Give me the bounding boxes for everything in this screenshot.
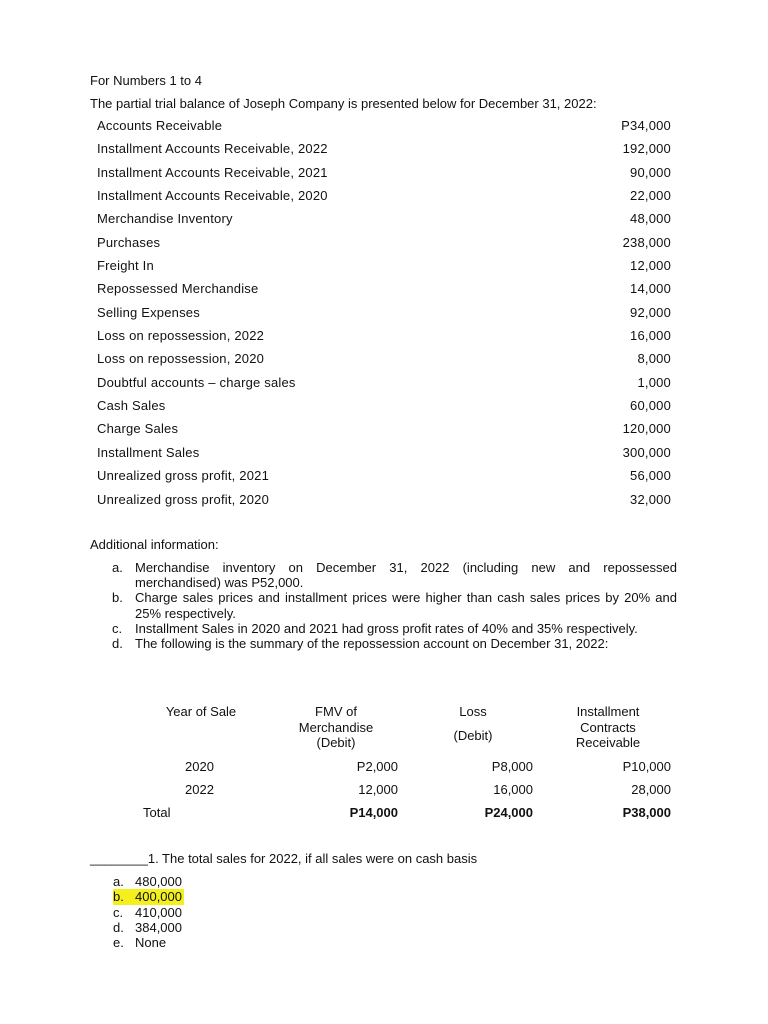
choice-marker: a.	[113, 874, 124, 889]
account-amount: 90,000	[630, 164, 671, 180]
trial-balance-row	[97, 209, 671, 232]
account-name: Merchandise Inventory	[97, 211, 233, 227]
account-name: Accounts Receivable	[97, 118, 223, 133]
choice-text: 400,000	[135, 889, 182, 905]
answer-content	[113, 874, 182, 889]
answer-content	[113, 935, 166, 950]
section-heading: For Numbers 1 to 4	[90, 73, 202, 88]
column-header-installment-contracts	[560, 704, 656, 751]
column-header-fmv	[276, 704, 396, 751]
answer-choice	[113, 935, 184, 950]
choice-text: 384,000	[135, 919, 182, 935]
account-amount: 120,000	[622, 421, 671, 437]
intro-paragraph: The partial trial balance of Joseph Company is presented below for December 31, 2022:	[90, 96, 597, 111]
trial-balance-row	[97, 373, 671, 396]
trial-balance-row	[97, 466, 671, 489]
cell-year: 2020	[185, 759, 214, 774]
trial-balance-row	[97, 419, 671, 442]
cell-loss: 16,000	[493, 782, 533, 797]
choice-text: None	[135, 935, 167, 951]
account-name: Installment Accounts Receivable, 2020	[97, 188, 328, 204]
list-marker: b.	[112, 590, 123, 606]
header-line: Contracts	[580, 719, 636, 735]
additional-info-title: Additional information:	[90, 537, 219, 552]
additional-info-item	[112, 590, 677, 620]
account-amount: 1,000	[637, 374, 671, 390]
trial-balance-row	[97, 233, 671, 256]
cell-installment-contracts: P10,000	[622, 759, 671, 774]
answer-content	[113, 905, 182, 920]
column-header-loss	[440, 704, 506, 743]
trial-balance-row	[97, 349, 671, 372]
account-amount: 238,000	[622, 234, 671, 250]
list-text: Installment Sales in 2020 and 2021 had gross profit rates of 40% and 35% respectively.	[135, 620, 638, 636]
account-name: Selling Expenses	[97, 304, 200, 320]
list-marker: d.	[112, 636, 123, 652]
highlighted-answer	[113, 889, 184, 904]
answer-choice	[113, 920, 184, 935]
account-name: Installment Accounts Receivable, 2021	[97, 164, 328, 180]
total-loss: P24,000	[484, 805, 533, 820]
additional-info-item	[112, 621, 677, 636]
account-name: Charge Sales	[97, 421, 179, 437]
account-amount: 14,000	[630, 281, 671, 297]
choice-marker: c.	[113, 904, 124, 920]
answer-choice	[113, 889, 184, 904]
account-name: Installment Accounts Receivable, 2022	[97, 141, 328, 157]
account-amount: 300,000	[622, 444, 671, 460]
header-line: (Debit)	[316, 735, 356, 750]
account-amount: 60,000	[630, 398, 671, 414]
trial-balance-row	[97, 186, 671, 209]
account-name: Cash Sales	[97, 398, 166, 414]
total-label: Total	[143, 805, 171, 820]
account-amount: 22,000	[630, 188, 671, 204]
list-marker: c.	[112, 620, 123, 636]
account-amount: 8,000	[637, 351, 671, 367]
account-amount: 12,000	[630, 258, 671, 274]
choice-marker: d.	[113, 919, 124, 935]
account-name: Unrealized gross profit, 2021	[97, 468, 270, 484]
account-amount: 48,000	[630, 211, 671, 227]
header-line: Receivable	[575, 735, 641, 750]
choice-text: 480,000	[135, 874, 182, 889]
question-1: ________1. The total sales for 2022, if all sales were on cash basis	[90, 851, 478, 866]
trial-balance-row	[97, 443, 671, 466]
trial-balance-row	[97, 139, 671, 162]
cell-year: 2022	[185, 782, 214, 797]
answer-choice	[113, 874, 184, 889]
total-fmv: P14,000	[349, 805, 398, 820]
trial-balance-row	[97, 303, 671, 326]
account-name: Repossessed Merchandise	[97, 281, 259, 297]
answer-choice	[113, 905, 184, 920]
account-name: Doubtful accounts – charge sales	[97, 374, 296, 390]
header-line: Installment	[576, 704, 640, 719]
list-text: Merchandise inventory on December 31, 2022 (including new and repossessed merchandised) was P52,000.	[135, 560, 677, 591]
choice-marker: e.	[113, 935, 124, 951]
list-marker: a.	[112, 560, 123, 575]
account-name: Installment Sales	[97, 444, 200, 460]
answer-choices	[113, 874, 184, 950]
account-amount: 32,000	[630, 491, 671, 507]
header-line: FMV of	[315, 704, 357, 719]
cell-fmv: 12,000	[358, 782, 398, 797]
answer-content	[113, 920, 182, 935]
cell-loss: P8,000	[491, 759, 533, 774]
trial-balance-row	[97, 163, 671, 186]
account-name: Purchases	[97, 234, 161, 250]
account-amount: 56,000	[630, 468, 671, 484]
trial-balance-row	[97, 116, 671, 139]
trial-balance-table	[97, 116, 671, 513]
choice-text: 410,000	[135, 904, 182, 920]
account-amount: 16,000	[630, 328, 671, 344]
account-amount: 192,000	[622, 141, 671, 157]
header-line: Loss	[459, 704, 487, 719]
account-amount: P34,000	[621, 118, 671, 133]
additional-info-list	[112, 560, 677, 651]
trial-balance-row	[97, 396, 671, 419]
additional-info-item	[112, 636, 677, 651]
trial-balance-row	[97, 326, 671, 349]
account-name: Unrealized gross profit, 2020	[97, 491, 270, 507]
cell-installment-contracts: 28,000	[631, 782, 671, 797]
column-header-year: Year of Sale	[165, 704, 237, 719]
list-text: Charge sales prices and installment prices were higher than cash sales prices by 20% and 25% respectively.	[135, 590, 677, 621]
header-line: (Debit)	[453, 727, 493, 743]
trial-balance-row	[97, 256, 671, 279]
header-line: Merchandise	[298, 719, 374, 735]
additional-info-item	[112, 560, 677, 590]
account-name: Loss on repossession, 2022	[97, 328, 265, 344]
total-installment-contracts: P38,000	[622, 805, 671, 820]
cell-fmv: P2,000	[356, 759, 398, 774]
list-text: The following is the summary of the repossession account on December 31, 2022:	[135, 636, 609, 652]
trial-balance-row	[97, 490, 671, 513]
account-amount: 92,000	[630, 304, 671, 320]
choice-marker: b.	[113, 889, 124, 905]
trial-balance-row	[97, 279, 671, 302]
account-name: Loss on repossession, 2020	[97, 351, 265, 367]
account-name: Freight In	[97, 258, 154, 274]
